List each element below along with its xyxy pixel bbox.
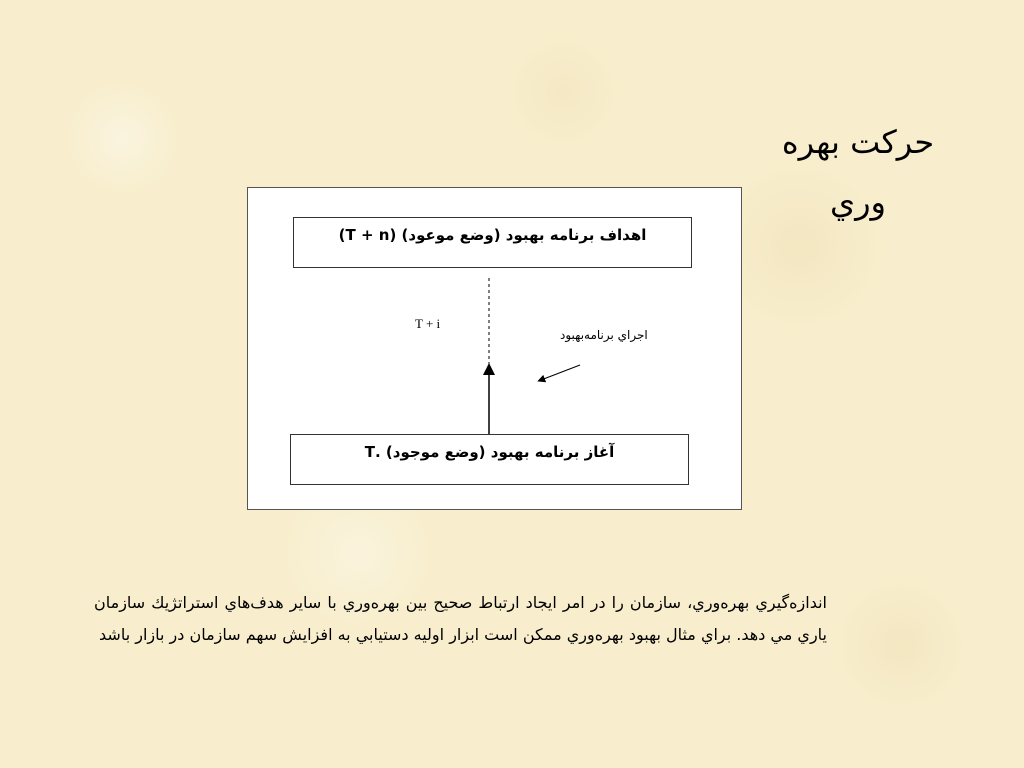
diagram-frame: [247, 187, 742, 510]
goal-state-label: اهداف برنامه بهبود (وضع موعود) (T + n): [338, 226, 647, 244]
execution-label: اجراي برنامه‌بهبود: [560, 328, 648, 342]
slide-title-line-2: وري: [830, 183, 886, 221]
slide-title: [758, 112, 958, 232]
execution-pointer-arrow: [541, 365, 580, 380]
slide-title-line-1: حركت بهره: [781, 123, 935, 161]
current-state-box: [290, 434, 689, 485]
goal-state-box: [293, 217, 692, 268]
body-paragraph: اندازه‌گيري بهره‌وري، سازمان را در امر ايجاد ارتباط صحيح بين بهره‌وري با ساير هدف‌هاي استراتژيك سازمان ياري مي دهد. براي مثال بهبود بهره‌وري ممكن است ابزار اوليه دستيابي به افزايش سهم سازمان در بازار باشد: [94, 593, 827, 644]
intermediate-state-label: T + i: [415, 316, 441, 331]
current-state-label: آغاز برنامه بهبود (وضع موجود) .T: [364, 443, 615, 461]
